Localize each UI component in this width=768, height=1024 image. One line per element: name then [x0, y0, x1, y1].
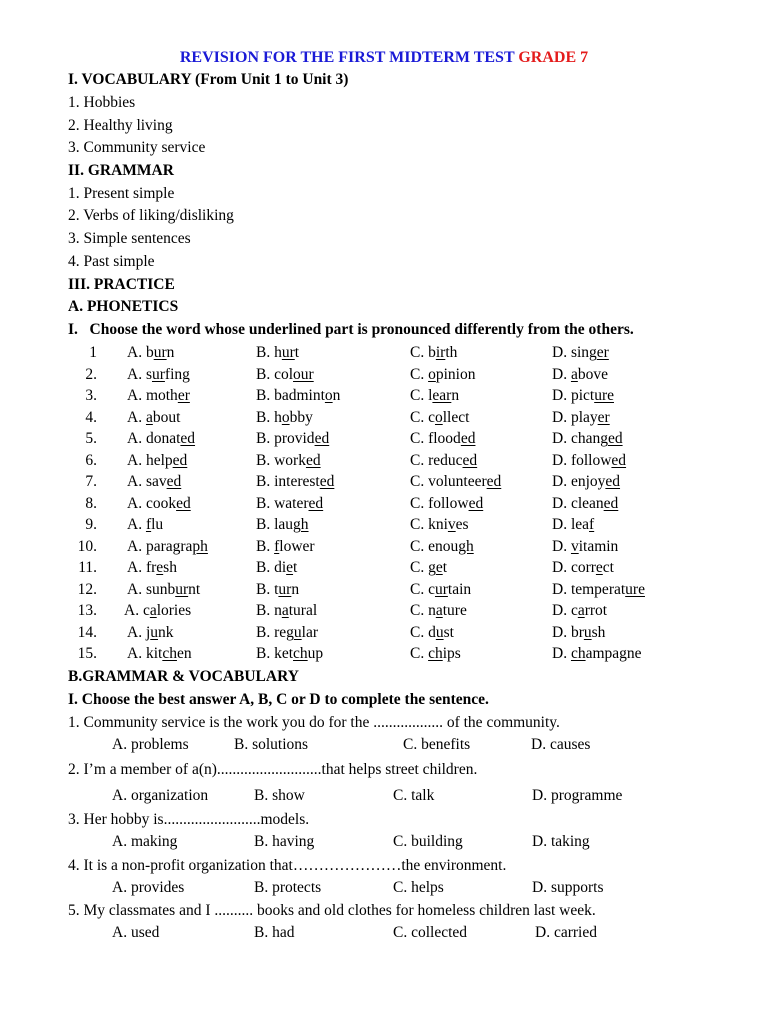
underlined-part: a	[577, 602, 585, 619]
underlined-part: er	[177, 387, 190, 404]
option-text: C. n	[410, 602, 436, 619]
answer-option[interactable]	[410, 408, 469, 428]
answer-option[interactable]	[256, 386, 340, 406]
underlined-part: ir	[435, 344, 446, 361]
option-text: A. sav	[127, 473, 167, 490]
option-text: B. ket	[256, 645, 294, 662]
answer-option[interactable]	[410, 644, 461, 664]
question-text: 4. It is a non-profit organization that…………………the environment.	[68, 857, 507, 874]
underlined-part: ure	[594, 387, 614, 404]
option-text: A. moth	[127, 387, 178, 404]
row-number: 7.	[85, 473, 97, 490]
option-text: A. b	[127, 344, 154, 361]
option-text: en	[176, 645, 192, 662]
option-text: ture	[442, 602, 467, 619]
underlined-part: ed	[172, 451, 188, 469]
underlined-part: e	[595, 559, 603, 576]
answer-option[interactable]	[127, 515, 163, 535]
underlined-part: ed	[603, 494, 619, 512]
answer-choice[interactable]: B. solutions	[234, 736, 309, 753]
answer-choice[interactable]: A. organization	[112, 787, 209, 804]
option-text: A.	[127, 516, 146, 533]
option-text: B. work	[256, 451, 306, 469]
option-text: bove	[577, 365, 608, 383]
underlined-part: ed	[486, 473, 502, 490]
answer-option[interactable]	[127, 472, 181, 492]
option-text: fing	[164, 365, 190, 383]
option-text: A. s	[127, 365, 152, 383]
option-text: B. h	[256, 344, 282, 361]
option-text: st	[443, 623, 454, 641]
option-text: D. br	[552, 623, 584, 641]
option-text: B. lau	[256, 516, 294, 533]
underlined-part: f	[145, 516, 152, 533]
option-text: C. kni	[410, 516, 448, 533]
underlined-part: ur	[175, 580, 189, 598]
option-text: A. fr	[127, 559, 157, 576]
row-number: 12.	[77, 580, 97, 598]
row-number: 5.	[85, 430, 97, 447]
answer-choice[interactable]: D. causes	[531, 736, 591, 753]
underlined-part: v	[570, 537, 579, 555]
option-text: t	[442, 559, 448, 576]
option-text: D. enjoy	[552, 473, 606, 490]
option-text: bout	[152, 408, 181, 426]
option-text: D. sing	[552, 344, 597, 361]
answer-option[interactable]	[410, 365, 475, 385]
option-text: nt	[188, 580, 201, 598]
underlined-part: ch	[570, 645, 586, 662]
option-text: A. kit	[127, 645, 163, 662]
answer-option[interactable]	[127, 644, 192, 664]
option-text: up	[307, 645, 324, 662]
option-text: tain	[447, 580, 472, 598]
answer-choice[interactable]: C. benefits	[403, 736, 471, 753]
answer-choice[interactable]: D. programme	[532, 787, 623, 804]
answer-choice[interactable]: B. had	[254, 924, 295, 941]
option-text: A. sunb	[127, 580, 176, 598]
underlined-part: ur	[434, 580, 448, 598]
answer-choice[interactable]: D. carried	[535, 924, 597, 941]
row-number: 6.	[85, 451, 97, 469]
option-text: B. di	[256, 559, 287, 576]
option-text: C. reduc	[410, 451, 463, 469]
underlined-part: ed	[605, 473, 621, 490]
option-text: A. help	[127, 451, 173, 469]
underlined-part: o	[434, 408, 443, 426]
option-text: D. chang	[552, 430, 608, 447]
underlined-part: ch	[428, 645, 443, 662]
option-text: n	[166, 344, 175, 361]
answer-choice[interactable]: C. building	[393, 833, 463, 850]
option-text: lar	[301, 623, 318, 641]
option-text: D. follow	[552, 451, 612, 469]
option-text: B. provid	[256, 430, 315, 447]
answer-option[interactable]	[256, 343, 299, 363]
answer-option[interactable]	[256, 515, 309, 535]
option-text: es	[455, 516, 469, 533]
answer-option[interactable]	[127, 580, 200, 600]
option-text: A. j	[127, 623, 151, 641]
answer-option[interactable]	[410, 537, 474, 557]
option-text: D.	[552, 365, 571, 383]
underlined-part: u	[150, 623, 158, 641]
underlined-part: ur	[281, 344, 295, 361]
option-text: B. col	[256, 365, 294, 383]
underlined-part: ed	[305, 451, 321, 469]
option-text: D. pict	[552, 387, 595, 404]
answer-option[interactable]	[552, 343, 609, 363]
vocabulary-heading: I. VOCABULARY (From Unit 1 to Unit 3)	[68, 71, 349, 88]
answer-option[interactable]	[127, 537, 208, 557]
underlined-part: o	[428, 365, 436, 383]
option-text: A. donat	[127, 430, 181, 447]
answer-option[interactable]	[410, 558, 447, 578]
answer-option[interactable]	[552, 623, 605, 643]
answer-option[interactable]	[410, 580, 471, 600]
answer-option[interactable]	[552, 408, 610, 428]
answer-option[interactable]	[124, 601, 191, 621]
option-text: C. b	[410, 344, 436, 361]
underlined-part: v	[447, 516, 456, 533]
underlined-part: e	[156, 559, 164, 576]
answer-option[interactable]	[410, 386, 459, 406]
answer-option[interactable]	[127, 623, 174, 643]
option-text: n	[451, 387, 460, 404]
option-text: tural	[288, 602, 318, 619]
underlined-part: a	[281, 602, 289, 619]
answer-option[interactable]	[410, 623, 454, 643]
option-text: A. cook	[127, 494, 177, 512]
title-grade: GRADE 7	[518, 49, 589, 66]
option-text: nk	[158, 623, 174, 641]
row-number: 1	[89, 344, 97, 361]
phonetics-heading: A. PHONETICS	[68, 298, 179, 315]
vocabulary-item: 2. Healthy living	[68, 117, 173, 134]
option-text: C. g	[410, 559, 436, 576]
answer-choice[interactable]: B. protects	[254, 879, 322, 896]
grammar-vocab-instruction: I. Choose the best answer A, B, C or D to complete the sentence.	[68, 691, 489, 708]
answer-option[interactable]	[256, 429, 329, 449]
row-number: 4.	[85, 408, 97, 426]
answer-option[interactable]	[410, 494, 483, 514]
question-text: 3. Her hobby is.........................models.	[68, 811, 310, 828]
option-text: itamin	[578, 537, 619, 555]
page-title	[0, 48, 768, 68]
answer-option[interactable]	[410, 451, 477, 471]
question-text: 5. My classmates and I .......... books and old clothes for homeless children last week.	[68, 902, 596, 919]
option-text: ct	[602, 559, 614, 576]
answer-option[interactable]	[552, 451, 626, 471]
row-number: 2.	[85, 365, 97, 383]
question-text: 2. I’m a member of a(n)...........................that helps street children.	[68, 761, 478, 778]
option-text: C. c	[410, 580, 435, 598]
option-text: n	[291, 580, 300, 598]
underlined-part: a	[570, 365, 578, 383]
answer-option[interactable]	[552, 472, 620, 492]
underlined-part: ch	[293, 645, 308, 662]
option-text: C. enou	[410, 537, 459, 555]
row-number: 3.	[85, 387, 97, 404]
option-text: C. c	[410, 408, 435, 426]
answer-option[interactable]	[552, 644, 642, 664]
grammar-heading: II. GRAMMAR	[68, 162, 174, 179]
underlined-part: o	[281, 408, 290, 426]
underlined-part: a	[145, 408, 153, 426]
answer-option[interactable]	[256, 601, 317, 621]
answer-option[interactable]	[552, 558, 614, 578]
underlined-part: f	[589, 516, 595, 533]
option-text: t	[293, 559, 298, 576]
option-text: n	[332, 387, 341, 404]
option-text: B. n	[256, 602, 282, 619]
answer-option[interactable]	[552, 515, 594, 535]
option-text: ampagne	[585, 645, 642, 662]
answer-option[interactable]	[552, 494, 618, 514]
vocabulary-item: 1. Hobbies	[68, 94, 136, 111]
option-text: sh	[591, 623, 606, 641]
option-text: B. interest	[256, 473, 320, 490]
option-text: C.	[410, 645, 429, 662]
grammar-item: 4. Past simple	[68, 253, 155, 270]
option-text: bby	[289, 408, 313, 426]
answer-option[interactable]	[552, 365, 608, 385]
underlined-part: our	[293, 365, 314, 383]
answer-option[interactable]	[256, 365, 314, 385]
option-text: D.	[552, 537, 571, 555]
option-text: lower	[279, 537, 315, 555]
answer-option[interactable]	[127, 408, 180, 428]
option-text: C. l	[410, 387, 433, 404]
underlined-part: u	[435, 623, 444, 641]
option-text: B. reg	[256, 623, 294, 641]
underlined-part: e	[435, 559, 443, 576]
underlined-part: gh	[293, 516, 309, 533]
answer-choice[interactable]: D. supports	[532, 879, 604, 896]
grammar-item: 1. Present simple	[68, 185, 175, 202]
answer-option[interactable]	[256, 494, 323, 514]
option-text: B. t	[256, 580, 279, 598]
answer-option[interactable]	[552, 386, 614, 406]
option-text: C. flood	[410, 430, 461, 447]
answer-option[interactable]	[127, 558, 177, 578]
underlined-part: ph	[192, 537, 208, 555]
option-text: rrot	[584, 602, 608, 619]
answer-choice[interactable]: B. having	[254, 833, 315, 850]
underlined-part: ed	[166, 473, 182, 490]
answer-option[interactable]	[127, 343, 174, 363]
underlined-part: er	[597, 408, 610, 426]
question-text: 1. Community service is the work you do for the .................. of the community.	[68, 714, 560, 731]
option-text: D. c	[552, 602, 578, 619]
option-text: D. temperat	[552, 580, 626, 598]
underlined-part: ed	[180, 430, 196, 447]
option-text: A.	[127, 408, 146, 426]
row-number: 9.	[85, 516, 97, 533]
answer-choice[interactable]: C. talk	[393, 787, 435, 804]
underlined-part: ur	[278, 580, 292, 598]
answer-option[interactable]	[256, 537, 315, 557]
answer-choice[interactable]: C. collected	[393, 924, 468, 941]
answer-option[interactable]	[127, 429, 195, 449]
answer-choice[interactable]: A. used	[112, 924, 160, 941]
option-text: A. c	[124, 602, 150, 619]
underlined-part: ed	[314, 430, 330, 447]
underlined-part: f	[274, 537, 280, 555]
option-text: B. water	[256, 494, 309, 512]
answer-option[interactable]	[256, 580, 299, 600]
answer-option[interactable]	[552, 601, 607, 621]
answer-choice[interactable]: B. show	[254, 787, 305, 804]
underlined-part: o	[324, 387, 333, 404]
option-text: pinion	[435, 365, 476, 383]
answer-choice[interactable]: A. problems	[112, 736, 189, 753]
answer-option[interactable]	[256, 451, 321, 471]
underlined-part: ed	[607, 430, 623, 447]
underlined-part: ur	[151, 365, 165, 383]
option-text: D. lea	[552, 516, 590, 533]
underlined-part: gh	[458, 537, 474, 555]
answer-option[interactable]	[410, 429, 475, 449]
option-text: D. corr	[552, 559, 596, 576]
underlined-part: ed	[319, 473, 335, 490]
answer-option[interactable]	[256, 644, 323, 664]
answer-option[interactable]	[127, 451, 187, 471]
vocabulary-item: 3. Community service	[68, 139, 206, 156]
underlined-part: a	[149, 602, 157, 619]
underlined-part: ed	[468, 494, 484, 512]
row-number: 8.	[85, 494, 97, 512]
underlined-part: ch	[162, 645, 177, 662]
answer-option[interactable]	[410, 343, 457, 363]
row-number: 13.	[77, 602, 97, 619]
option-text: llect	[442, 408, 470, 426]
underlined-part: e	[286, 559, 294, 576]
option-text: D. clean	[552, 494, 604, 512]
answer-option[interactable]	[410, 472, 501, 492]
answer-option[interactable]	[552, 429, 623, 449]
answer-option[interactable]	[410, 515, 469, 535]
answer-option[interactable]	[127, 365, 190, 385]
answer-choice[interactable]: D. taking	[532, 833, 590, 850]
option-text: D.	[552, 645, 571, 662]
grammar-item: 3. Simple sentences	[68, 230, 191, 247]
answer-option[interactable]	[256, 408, 313, 428]
answer-option[interactable]	[127, 386, 190, 406]
answer-option[interactable]	[552, 580, 645, 600]
option-text: t	[294, 344, 300, 361]
underlined-part: u	[583, 623, 592, 641]
option-text: D. play	[552, 408, 598, 426]
row-number: 14.	[77, 623, 97, 641]
title-main: REVISION FOR THE FIRST MIDTERM TEST	[179, 49, 515, 66]
answer-choice[interactable]: A. provides	[112, 879, 185, 896]
answer-option[interactable]	[256, 558, 297, 578]
underlined-part: ed	[460, 430, 476, 447]
underlined-part: ed	[611, 451, 627, 469]
option-text: lories	[156, 602, 192, 619]
option-text: C. volunteer	[410, 473, 487, 490]
option-text: B. badmint	[256, 387, 325, 404]
underlined-part: ure	[625, 580, 645, 598]
answer-option[interactable]	[127, 494, 191, 514]
option-text: C. d	[410, 623, 436, 641]
row-number: 15.	[77, 645, 97, 662]
phonetics-instruction: I. Choose the word whose underlined part is pronounced differently from the others.	[68, 321, 634, 338]
option-text: A. paragra	[127, 537, 193, 555]
practice-heading: III. PRACTICE	[68, 276, 175, 293]
underlined-part: ur	[153, 344, 167, 361]
answer-choice[interactable]: A. making	[112, 833, 178, 850]
option-text: lu	[151, 516, 164, 533]
underlined-part: ed	[176, 494, 191, 512]
underlined-part: er	[596, 344, 609, 361]
answer-option[interactable]	[256, 623, 318, 643]
option-text: sh	[163, 559, 177, 576]
grammar-item: 2. Verbs of liking/disliking	[68, 207, 234, 224]
option-text: C.	[410, 365, 429, 383]
underlined-part: ed	[308, 494, 324, 512]
option-text: C. follow	[410, 494, 469, 512]
option-text: th	[445, 344, 458, 361]
row-number: 11.	[78, 559, 97, 576]
grammar-vocab-heading: B.GRAMMAR & VOCABULARY	[68, 668, 299, 685]
answer-option[interactable]	[552, 537, 618, 557]
option-text: B.	[256, 537, 275, 555]
answer-option[interactable]	[410, 601, 467, 621]
option-text: ips	[442, 645, 461, 662]
underlined-part: u	[293, 623, 302, 641]
answer-choice[interactable]: C. helps	[393, 879, 444, 896]
option-text: B. h	[256, 408, 282, 426]
underlined-part: ear	[432, 387, 452, 404]
row-number: 10.	[77, 537, 97, 555]
underlined-part: a	[435, 602, 443, 619]
underlined-part: ed	[462, 451, 478, 469]
answer-option[interactable]	[256, 472, 334, 492]
